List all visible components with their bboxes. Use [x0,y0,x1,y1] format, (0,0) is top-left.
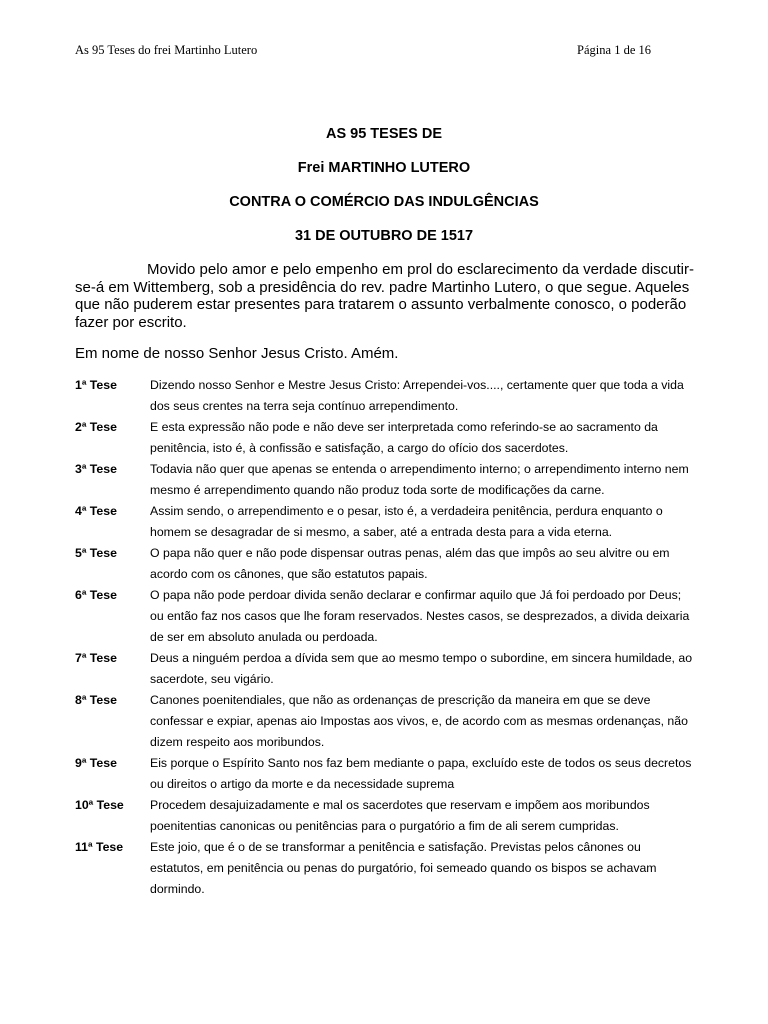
thesis-item [75,501,695,543]
thesis-item [75,690,695,753]
thesis-number: 3ª Tese [75,462,117,476]
title-block [0,124,768,260]
thesis-number: 9ª Tese [75,756,117,770]
thesis-text: Assim sendo, o arrependimento e o pesar, isto é, a verdadeira penitência, perdura enquanto o homem se desagradar de si mesmo, a saber, até a entrada desta para a vida eterna. [150,504,663,539]
page-header [75,43,651,57]
thesis-text: Deus a ninguém perdoa a dívida sem que ao mesmo tempo o subordine, em sincera humildade, ao sacerdote, seu vigário. [150,651,693,686]
thesis-item [75,543,695,585]
thesis-item [75,459,695,501]
thesis-number: 5ª Tese [75,546,117,560]
thesis-number: 11ª Tese [75,840,124,854]
title-line-2: Frei MARTINHO LUTERO [297,160,471,176]
title-line-4: 31 DE OUTUBRO DE 1517 [294,228,474,244]
thesis-item [75,648,695,690]
intro-text: Movido pelo amor e pelo empenho em prol do esclarecimento da verdade discutir-se-á em Wittemberg, sob a presidência do rev. padre Martinho Lutero, o que segue. Aqueles que não puderem estar presentes para tratarem o assunto verbalmente conosco, o poderão fazer por escrito. [75,261,694,331]
thesis-text: E esta expressão não pode e não deve ser interpretada como referindo-se ao sacramento da penitência, isto é, à confissão e satisfação, a cargo do ofício dos sacerdotes. [150,420,658,455]
theses-list [75,375,695,900]
thesis-item [75,753,695,795]
header-page-number: Página 1 de 16 [577,43,651,57]
header-document-title: As 95 Teses do frei Martinho Lutero [75,43,258,57]
thesis-number: 1ª Tese [75,378,117,392]
thesis-number: 10ª Tese [75,798,124,812]
intro-paragraph [75,261,695,331]
thesis-text: Dizendo nosso Senhor e Mestre Jesus Cristo: Arrependei-vos...., certamente quer que toda a vida dos seus crentes na terra seja contínuo arrependimento. [150,378,684,413]
title-line-3: CONTRA O COMÉRCIO DAS INDULGÊNCIAS [229,194,539,210]
thesis-text: Este joio, que é o de se transformar a penitência e satisfação. Previstas pelos cânones ou estatutos, em penitência ou penas do purgatório, foi semeado quando os bispos se achavam dormindo. [150,840,657,896]
thesis-number: 4ª Tese [75,504,117,518]
thesis-number: 6ª Tese [75,588,117,602]
thesis-number: 8ª Tese [75,693,117,707]
thesis-text: O papa não pode perdoar divida senão declarar e confirmar aquilo que Já foi perdoado por Deus; ou então faz nos casos que lhe foram reservados. Nestes casos, se desprezados, a divida deixaria de ser em absoluto anulada ou perdoada. [150,588,690,644]
thesis-number: 2ª Tese [75,420,117,434]
thesis-item [75,837,695,900]
thesis-text: O papa não quer e não pode dispensar outras penas, além das que impôs ao seu alvitre ou em acordo com os cânones, que são estatutos papais. [150,546,670,581]
thesis-text: Eis porque o Espírito Santo nos faz bem mediante o papa, excluído este de todos os seus decretos ou direitos o artigo da morte e da necessidade suprema [150,756,692,791]
thesis-text: Procedem desajuizadamente e mal os sacerdotes que reservam e impõem aos moribundos poenitentias canonicas ou penitências para o purgatório a fim de ali serem cumpridas. [150,798,650,833]
title-line-1: AS 95 TESES DE [325,126,443,142]
thesis-text: Canones poenitendiales, que não as ordenanças de prescrição da maneira em que se deve confessar e expiar, apenas aio Impostas aos vivos, e, de acordo com as mesmas ordenanças, não dizem respeito aos moribundos. [150,693,688,749]
thesis-number: 7ª Tese [75,651,117,665]
thesis-item [75,417,695,459]
thesis-item [75,375,695,417]
thesis-item [75,795,695,837]
invocation-line: Em nome de nosso Senhor Jesus Cristo. Amém. [75,345,399,362]
thesis-item [75,585,695,648]
thesis-text: Todavia não quer que apenas se entenda o arrependimento interno; o arrependimento interno nem mesmo é arrependimento quando não produz toda sorte de modificações da carne. [150,462,689,497]
